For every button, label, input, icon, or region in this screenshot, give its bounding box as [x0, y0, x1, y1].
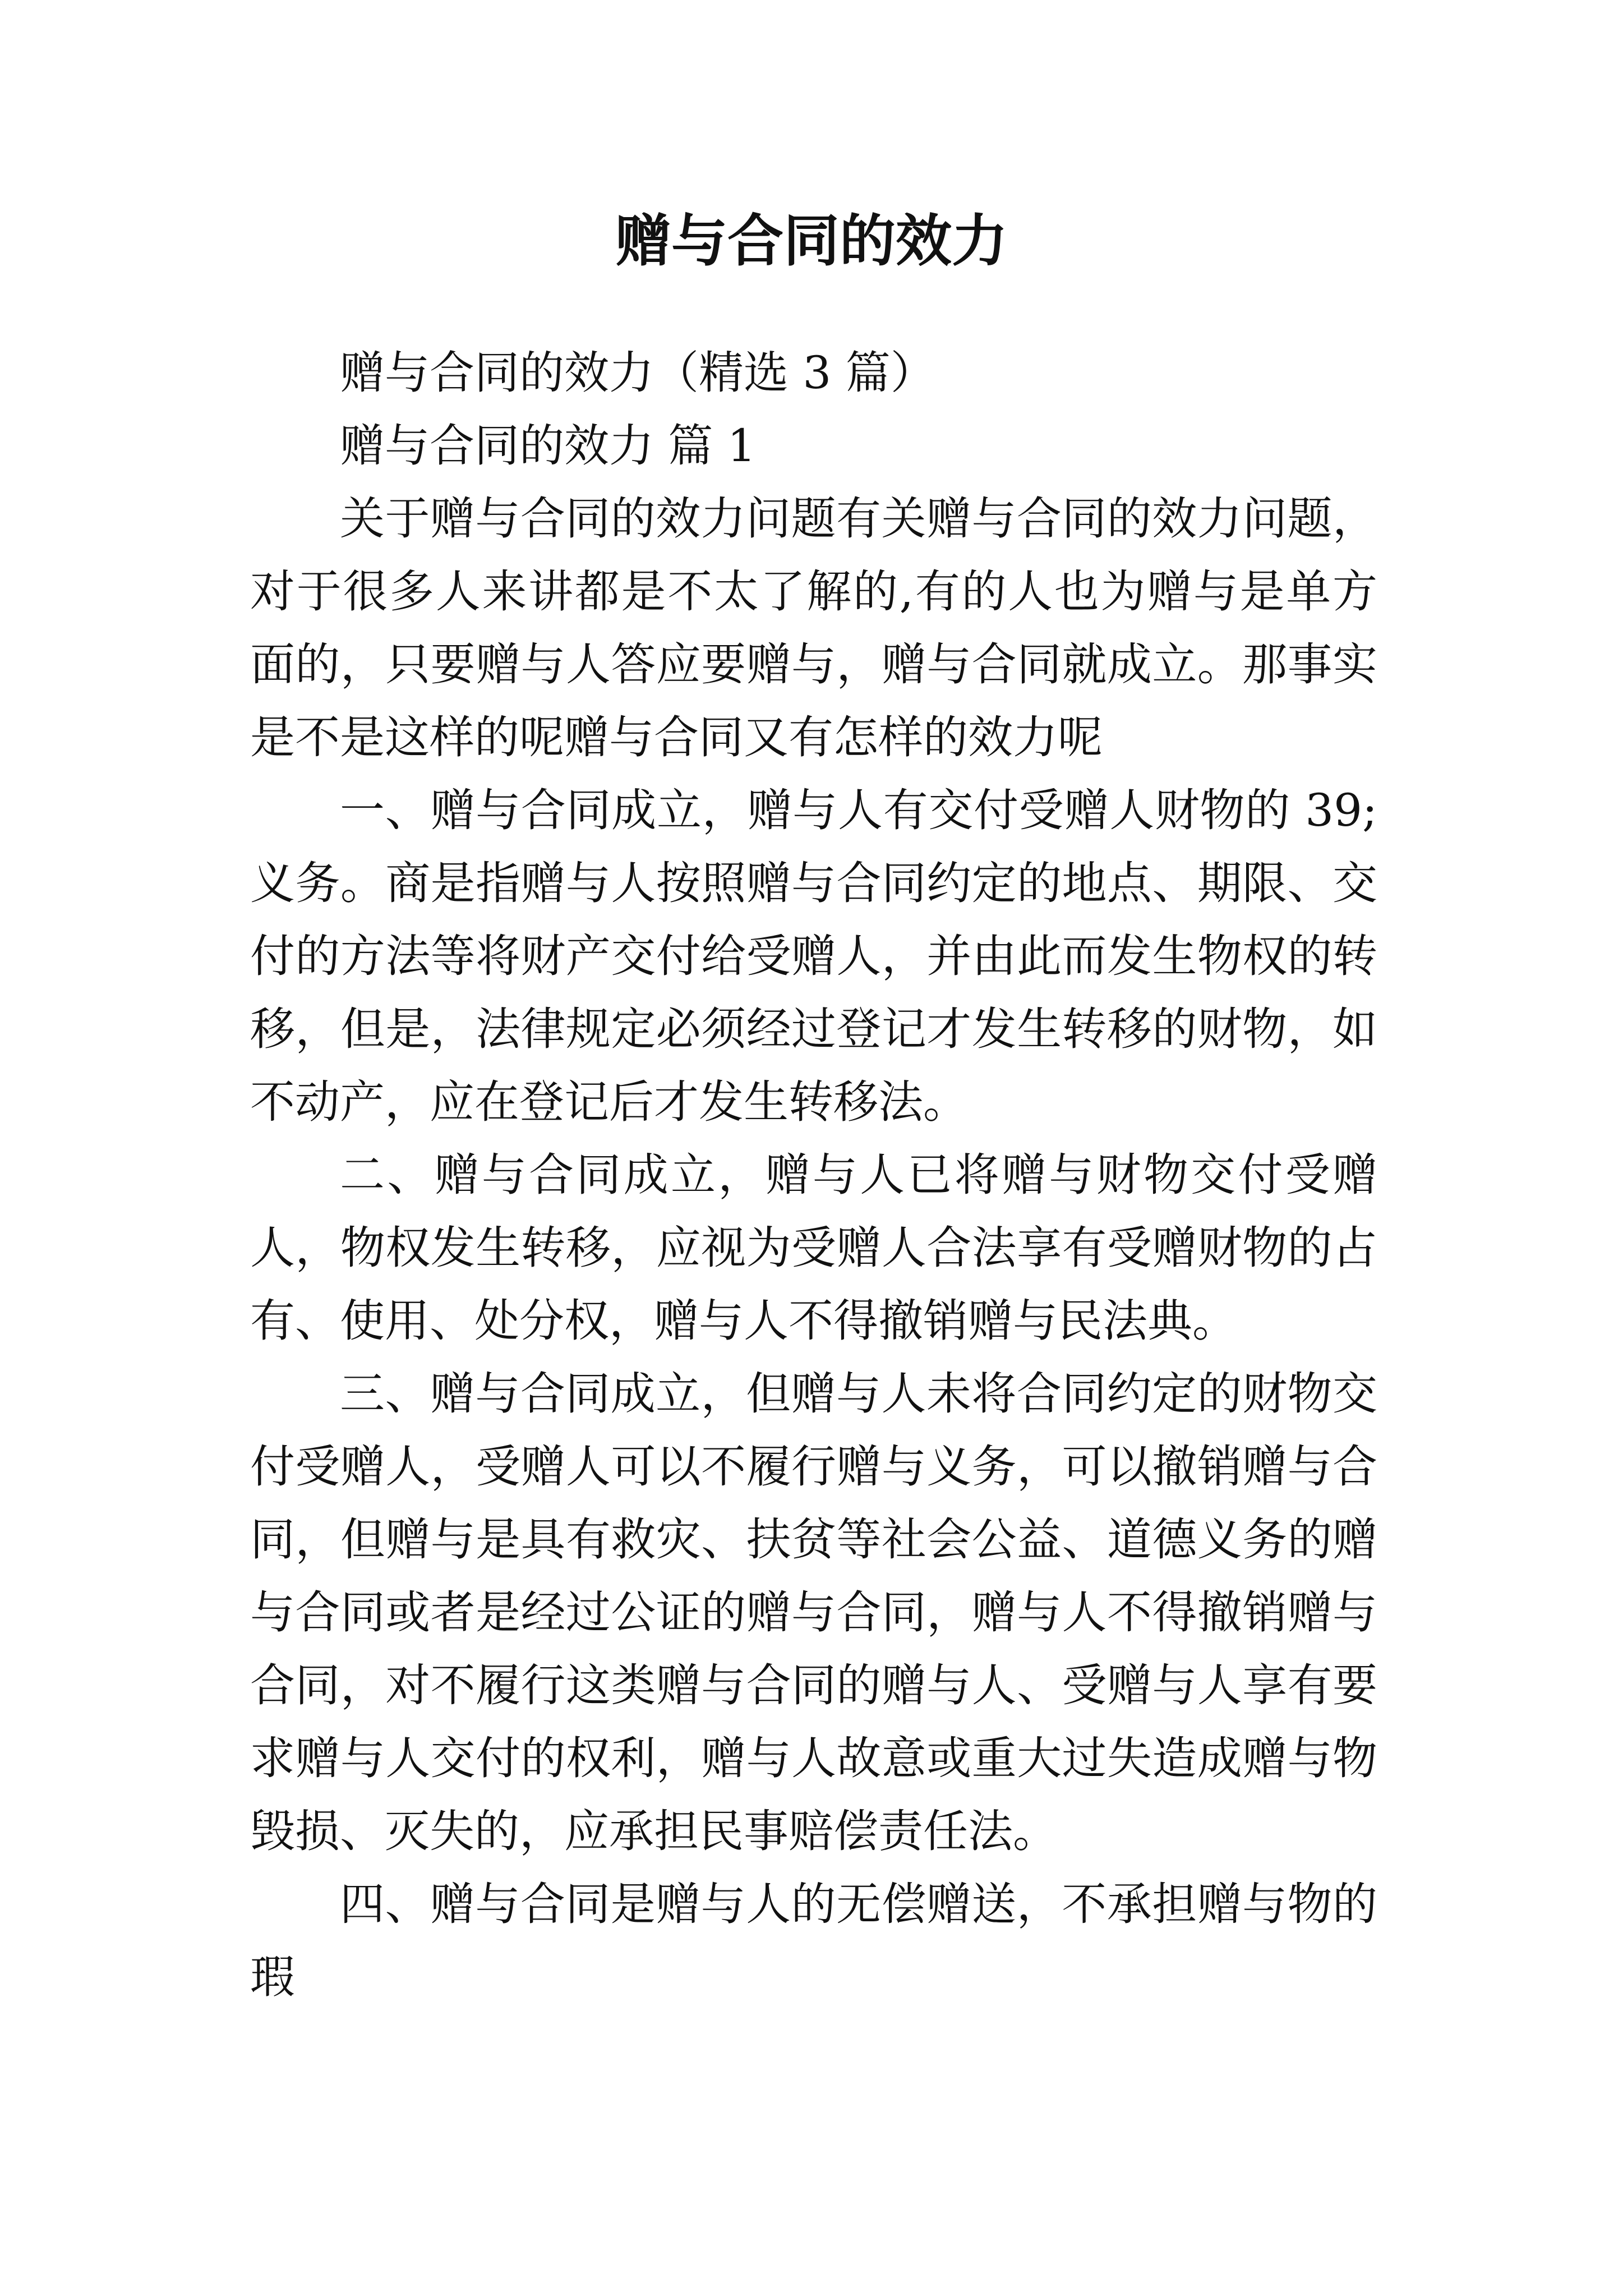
section-heading-1: 赠与合同的效力 篇 1: [340, 420, 756, 472]
paragraph-point-3: 三、赠与合同成立，但赠与人未将合同约定的财物交付受赠人，受赠人可以不履行赠与义务，可以撤销赠与合同，但赠与是具有救灾、扶贫等社会公益、道德义务的赠与合同或者是经过公证的赠与合同，赠与人不得撤销赠与合同，对不履行这类赠与合同的赠与人、受赠与人享有要求赠与人交付的权利，赠与人故意或重大过失造成赠与物毁损、灭失的，应承担民事赔偿责任法。: [250, 1368, 1377, 1857]
paragraph-point-1: 一、赠与合同成立，赠与人有交付受赠人财物的 39;义务。商是指赠与人按照赠与合同约定的地点、期限、交付的方法等将财产交付给受赠人，并由此而发生物权的转移，但是，法律规定必须经过登记才发生转移的财物，如不动产，应在登记后才发生转移法。: [250, 784, 1377, 1128]
subtitle-selection: 赠与合同的效力（精选 3 篇）: [340, 347, 935, 399]
paragraph-intro: 关于赠与合同的效力问题有关赠与合同的效力问题，对于很多人来讲都是不太了解的,有的人也为赠与是单方面的，只要赠与人答应要赠与，赠与合同就成立。那事实是不是这样的呢赠与合同又有怎样的效力呢: [250, 493, 1377, 763]
paragraph-point-2: 二、赠与合同成立，赠与人已将赠与财物交付受赠人，物权发生转移，应视为受赠人合法享有受赠财物的占有、使用、处分权，赠与人不得撤销赠与民法典。: [250, 1149, 1377, 1347]
document-body: [250, 337, 1377, 2014]
paragraph-point-4: 四、赠与合同是赠与人的无偿赠送，不承担赠与物的瑕: [250, 1878, 1377, 2003]
document-title: 赠与合同的效力: [615, 208, 1008, 274]
